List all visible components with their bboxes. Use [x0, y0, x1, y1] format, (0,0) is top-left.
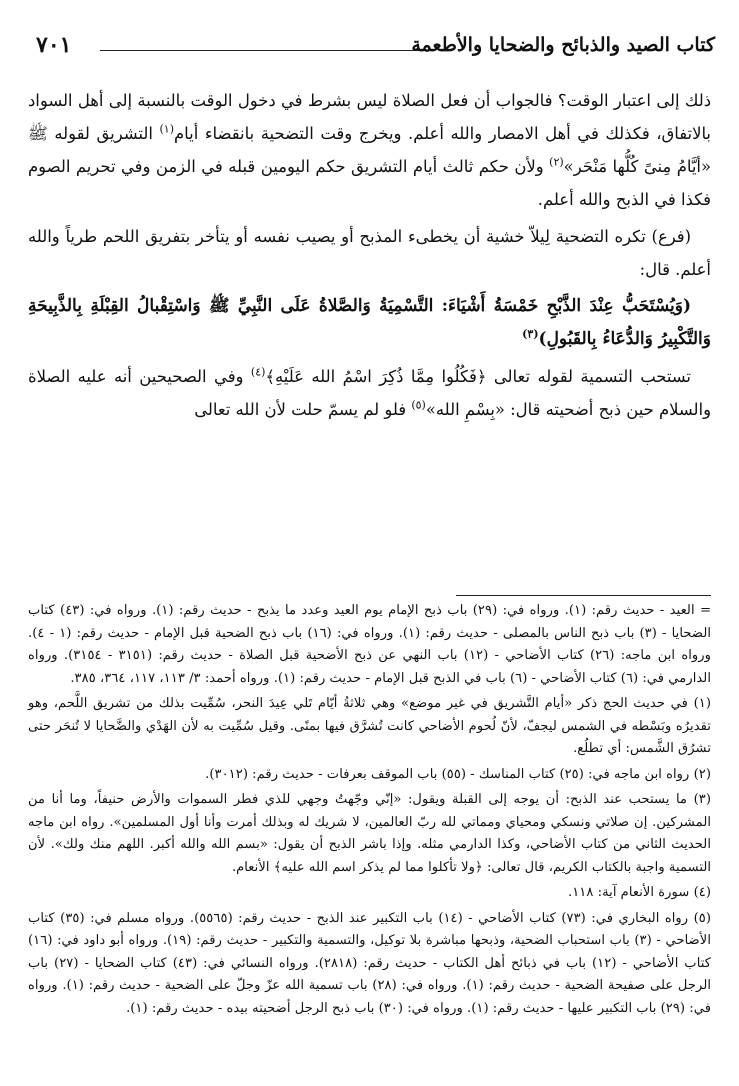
footnote-continuation: = العيد - حديث رقم: (١). ورواه في: (٢٩) باب ذبح الإمام يوم العيد وعدد ما يذبح - حديث رقم: (١). ورواه في: (٤٣) كتاب الضحايا - (٣) باب ذبح الناس بالمصلى - حديث رقم: (١). ورواه في: (١٦) باب ذبح الضحية قبل الإمام - حديث رقم: (١ - ٤). ورواه ابن ماجه: (٢٦) كتاب الأضاحي - (١٢) باب النهي عن ذبح الأضحية قبل الصلاة - حديث رقم: (٣١٥١ - ٣١٥٤). ورواه الدارمي في: (٦) كتاب الأضاحي - (٦) باب في الذبح قبل الإمام - حديث رقم: (١). ورواه أحمد: ٣/ ١١٣، ١١٧، ٣٦٤، ٣٨٥. [28, 603, 711, 686]
footnote-ref-3[interactable]: (٣) [522, 327, 539, 341]
footnote-1: (١) في حديث الحج ذكر «أيام التَّشريق في غير موضع» وهي ثلاثةُ أيّام تَلي عِيدَ النحر، سُمِّيت بذلك من تشريق اللَّحم، وهو تقديرُه وبَسْطه في الشمس ليجفّ، لأنّ لُحوم الأضاحي كانت تُشرَّق فيها بمنًى. وقيل سُمِّيت به لأن الهَدْي والضَّحايا لا تُنحَر حتى تشرُق الشَّمس: أي تطلُع. [28, 696, 711, 756]
paragraph-2: (فرع) تكره التضحية لِيلاّ خشية أن يخطىء المذبح أو يصيب نفسه أو يتأخر بتفريق اللحم طرياً والله أعلم. قال: [28, 227, 711, 279]
running-title: كتاب الصيد والذبائح والضحايا والأطعمة [411, 34, 715, 56]
header-rule [100, 50, 425, 51]
footnote-separator [456, 595, 711, 596]
matn-paragraph: (وَيُسْتَحَبُّ عِنْدَ الذَّبْحِ خَمْسَةُ أَشْيَاءَ: التَّسْمِيَةُ وَالصَّلاةُ عَلَى النَّبِيِّ ﷺ وَاسْتِقْبالُ القِبْلَةِ بِالذَّبِيحَةِ وَالتَّكْبِيرُ وَالدُّعَاءُ بِالقَبُولِ)$^{(٣)}$ [28, 296, 711, 349]
footnote-ref-1[interactable]: (١) [159, 122, 174, 136]
main-text [28, 84, 711, 430]
footnotes [28, 600, 711, 1023]
footnote-ref-5[interactable]: (٥) [411, 398, 426, 412]
footnote-ref-4[interactable]: (٤) [250, 365, 266, 379]
footnote-4: (٤) سورة الأنعام آية: ١١٨. [567, 885, 711, 900]
footnote-3: (٣) ما يستحب عند الذبح: أن يوجه إلى القبلة ويقول: «إنّي وجّهتُ وجهي للذي فطر السموات والأرض حنيفاً، وما أنا من المشركين. إن صلاتي ونسكي ومحياي ومماتي لله ربّ العالمين، لا شريك له وبذلك أمرت وأنا أول المسلمين». رواه ابن ماجه الحديث الثاني من كتاب الأضاحي، وكذا الدارمي مثله. وإذا باشر الذبح أن يقول: «بسم الله والله أكبر. اللهم منك ولك». لأن التسمية واجبة بالكتاب الكريم، قال تعالى: ﴿ولا تأكلوا مما لم يذكر اسم الله عليه﴾ الأنعام. [28, 792, 711, 875]
footnote-ref-2[interactable]: (٢) [549, 155, 564, 169]
paragraph-3: تستحب التسمية لقوله تعالى ﴿فَكُلُوا مِمَّا ذُكِرَ اسْمُ الله عَلَيْهِ﴾$^{(٤)}$ وفي الصحيحين أنه عليه الصلاة والسلام حين ذبح أضحيته قال: «بِسْمِ الله»$^{(٥)}$ فلو لم يسمّ حلت لأن الله تعالى [28, 365, 711, 419]
page-number: ٧٠١ [36, 32, 72, 58]
footnote-2: (٢) رواه ابن ماجه في: (٢٥) كتاب المناسك - (٥٥) باب الموقف بعرفات - حديث رقم: (٣٠١٢). [205, 766, 711, 782]
paragraph-1: ذلك إلى اعتبار الوقت؟ فالجواب أن فعل الصلاة ليس بشرط في دخول الوقت بالنسبة إلى أهل السواد بالاتفاق، فكذلك في أهل الامصار والله أعلم. ويخرج وقت التضحية بانقضاء أيام$^{(١)}$ التشريق لقوله ﷺ «أيَّامُ مِنىً كُلُّها مَنْحَر»$^{(٢)}$ ولأن حكم ثالث أيام التشريق حكم اليومين قبله في الزمن وفي تحريم الصوم فكذا في الذبح والله أعلم. [28, 91, 711, 209]
footnote-5: (٥) رواه البخاري في: (٧٣) كتاب الأضاحي - (١٤) باب التكبير عند الذبح - حديث رقم: (٥٥٦٥). ورواه مسلم في: (٣٥) كتاب الأضاحي - (٣) باب استحباب الضحية، وذبحها مباشرة بلا توكيل، والتسمية والتكبير - حديث رقم: (١٩). ورواه أبو داود في: (١٦) كتاب الأضاحي - (١٢) باب في ذبائح أهل الكتاب - حديث رقم: (٢٨١٨). ورواه النسائي في: (٤٣) كتاب الضحايا - (٢٧) باب الرجل على صفيحة الضحية - حديث رقم: (١). ورواه في: (٢٨) باب تسمية الله عزّ وجلّ على الضحية - حديث رقم: (١). ورواه في: (٢٩) باب التكبير عليها - حديث رقم: (١). ورواه في: (٣٠) باب ذبح الرجل أضحيته بيده - حديث رقم: (١). [28, 910, 712, 1016]
page-header [22, 32, 715, 66]
